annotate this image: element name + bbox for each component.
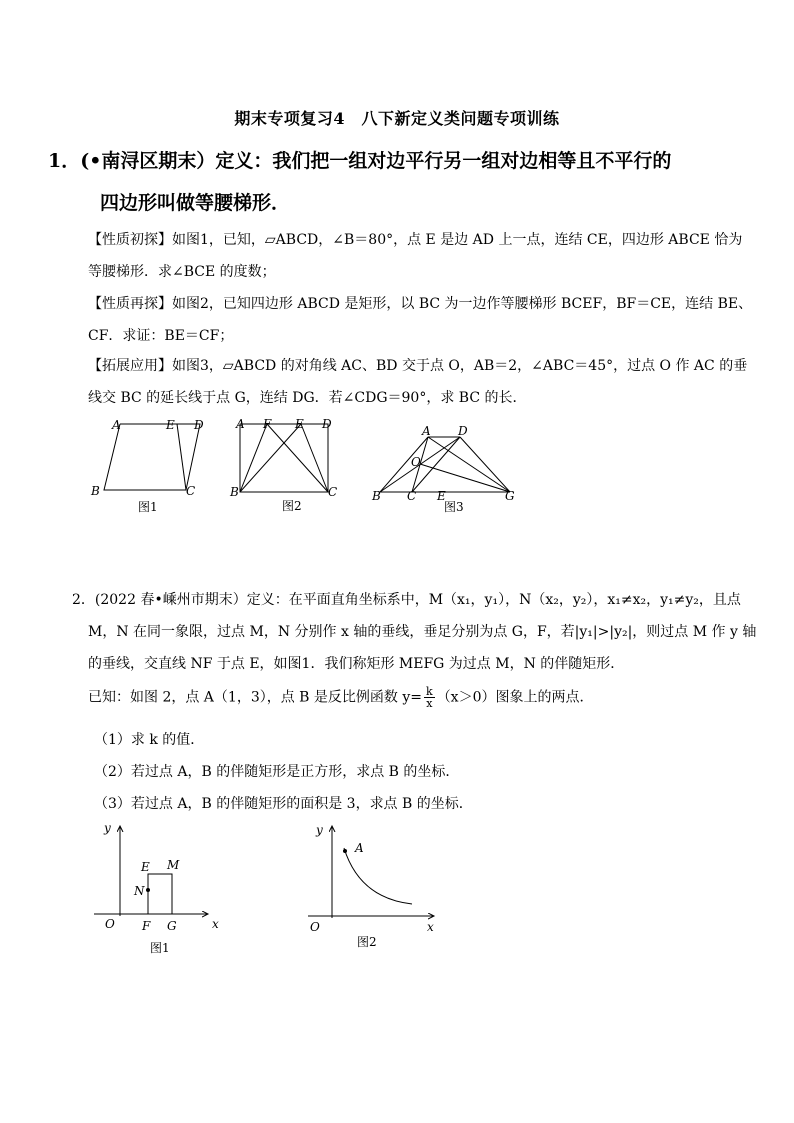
label-D: D (458, 424, 468, 438)
segment-bf (240, 424, 267, 492)
label-B: B (230, 485, 239, 499)
segment-be (240, 424, 301, 492)
label-C: C (186, 484, 196, 498)
q1-part1-line2: 等腰梯形．求∠BCE 的度数； (88, 264, 276, 280)
label-A: A (422, 424, 431, 438)
label-M: M (167, 858, 180, 872)
parallelogram-abcd (104, 424, 200, 490)
label-O: O (105, 917, 115, 931)
q1-figure-2 (228, 412, 346, 516)
label-E: E (437, 489, 446, 503)
q1-part3-line2: 线交 BC 的延长线于点 G，连结 DG．若∠CDG＝90°，求 BC 的长． (88, 390, 527, 406)
segment-ce (301, 424, 328, 492)
segment-cf (267, 424, 328, 492)
label-A: A (355, 841, 364, 855)
q1-figure-3 (366, 418, 526, 516)
figure-caption: 图3 (444, 500, 464, 514)
rectangle-mefg (148, 874, 172, 914)
label-E: E (141, 860, 150, 874)
label-O: O (411, 455, 421, 469)
figure-caption: 图1 (150, 941, 170, 955)
point-n (146, 888, 150, 892)
label-y: y (104, 821, 111, 835)
q1-heading-line2: 四边形叫做等腰梯形． (100, 192, 291, 214)
q1-heading-line1: 1．(•南浔区期末）定义：我们把一组对边平行另一组对边相等且不平行的 (48, 150, 672, 172)
q2-line1: 2．(2022 春•嵊州市期末）定义：在平面直角坐标系中，M（x₁，y₁），N（x₂，y₂），x₁≠x₂，y₁≠y₂，且点 (72, 592, 741, 608)
fraction-denominator: x (426, 697, 433, 710)
segment-og (420, 464, 510, 492)
point-a (343, 849, 347, 853)
q2-sub1: （1）求 k 的值． (94, 732, 205, 748)
label-F: F (142, 919, 151, 933)
q2-sub2: （2）若过点 A，B 的伴随矩形是正方形，求点 B 的坐标． (94, 764, 460, 780)
segment-ce (177, 424, 186, 490)
fraction-numerator: k (426, 685, 433, 698)
label-C: C (407, 489, 417, 503)
q1-part2-line1: 【性质再探】如图2，已知四边形 ABCD 是矩形，以 BC 为一边作等腰梯形 BCEF，BF＝CE，连结 BE、 (88, 296, 753, 312)
label-G: G (167, 919, 177, 933)
q2-line4-pre: 已知：如图 2，点 A（1，3），点 B 是反比例函数 y= (88, 689, 423, 706)
label-F: F (263, 417, 272, 431)
q1-part3-line1: 【拓展应用】如图3，▱ABCD 的对角线 AC、BD 交于点 O，AB＝2，∠ABC＝45°，过点 O 作 AC 的垂 (88, 358, 748, 374)
q1-part1-line1: 【性质初探】如图1，已知，▱ABCD，∠B＝80°，点 E 是边 AD 上一点，连结 CE，四边形 ABCE 恰为 (88, 232, 743, 248)
label-O: O (310, 920, 320, 934)
label-y: y (316, 823, 323, 837)
figure-caption: 图1 (138, 500, 158, 514)
q2-line2: M，N 在同一象限，过点 M，N 分别作 x 轴的垂线，垂足分别为点 G，F，若|y₁|>|y₂|，则过点 M 作 y 轴 (88, 624, 757, 640)
q1-figure-1 (80, 412, 220, 516)
label-C: C (328, 485, 338, 499)
label-x: x (427, 920, 434, 934)
label-N: N (134, 884, 145, 898)
label-x: x (212, 917, 219, 931)
q2-sub3: （3）若过点 A，B 的伴随矩形的面积是 3，求点 B 的坐标． (94, 796, 473, 812)
label-D: D (194, 418, 204, 432)
figure-caption: 图2 (282, 499, 302, 513)
label-E: E (295, 417, 304, 431)
label-A: A (236, 417, 245, 431)
q1-part2-line2: CF．求证：BE＝CF； (88, 328, 234, 344)
q2-line4-post: （x＞0）图象上的两点． (436, 689, 594, 706)
q2-figure-1 (90, 818, 240, 958)
label-A: A (112, 418, 121, 432)
hyperbola-curve (344, 848, 412, 904)
label-B: B (372, 489, 381, 503)
label-B: B (91, 484, 100, 498)
label-D: D (322, 417, 332, 431)
page-title: 期末专项复习4 八下新定义类问题专项训练 (234, 109, 560, 128)
q2-figure-2 (302, 818, 452, 954)
figure-caption: 图2 (357, 935, 377, 949)
label-E: E (166, 418, 175, 432)
segment-ag (428, 437, 510, 492)
q2-line4 (88, 686, 778, 709)
label-G: G (505, 489, 515, 503)
fraction-k-over-x (424, 686, 435, 709)
q2-line3: 的垂线，交直线 NF 于点 E，如图1．我们称矩形 MEFG 为过点 M，N 的伴随矩形． (88, 656, 625, 672)
